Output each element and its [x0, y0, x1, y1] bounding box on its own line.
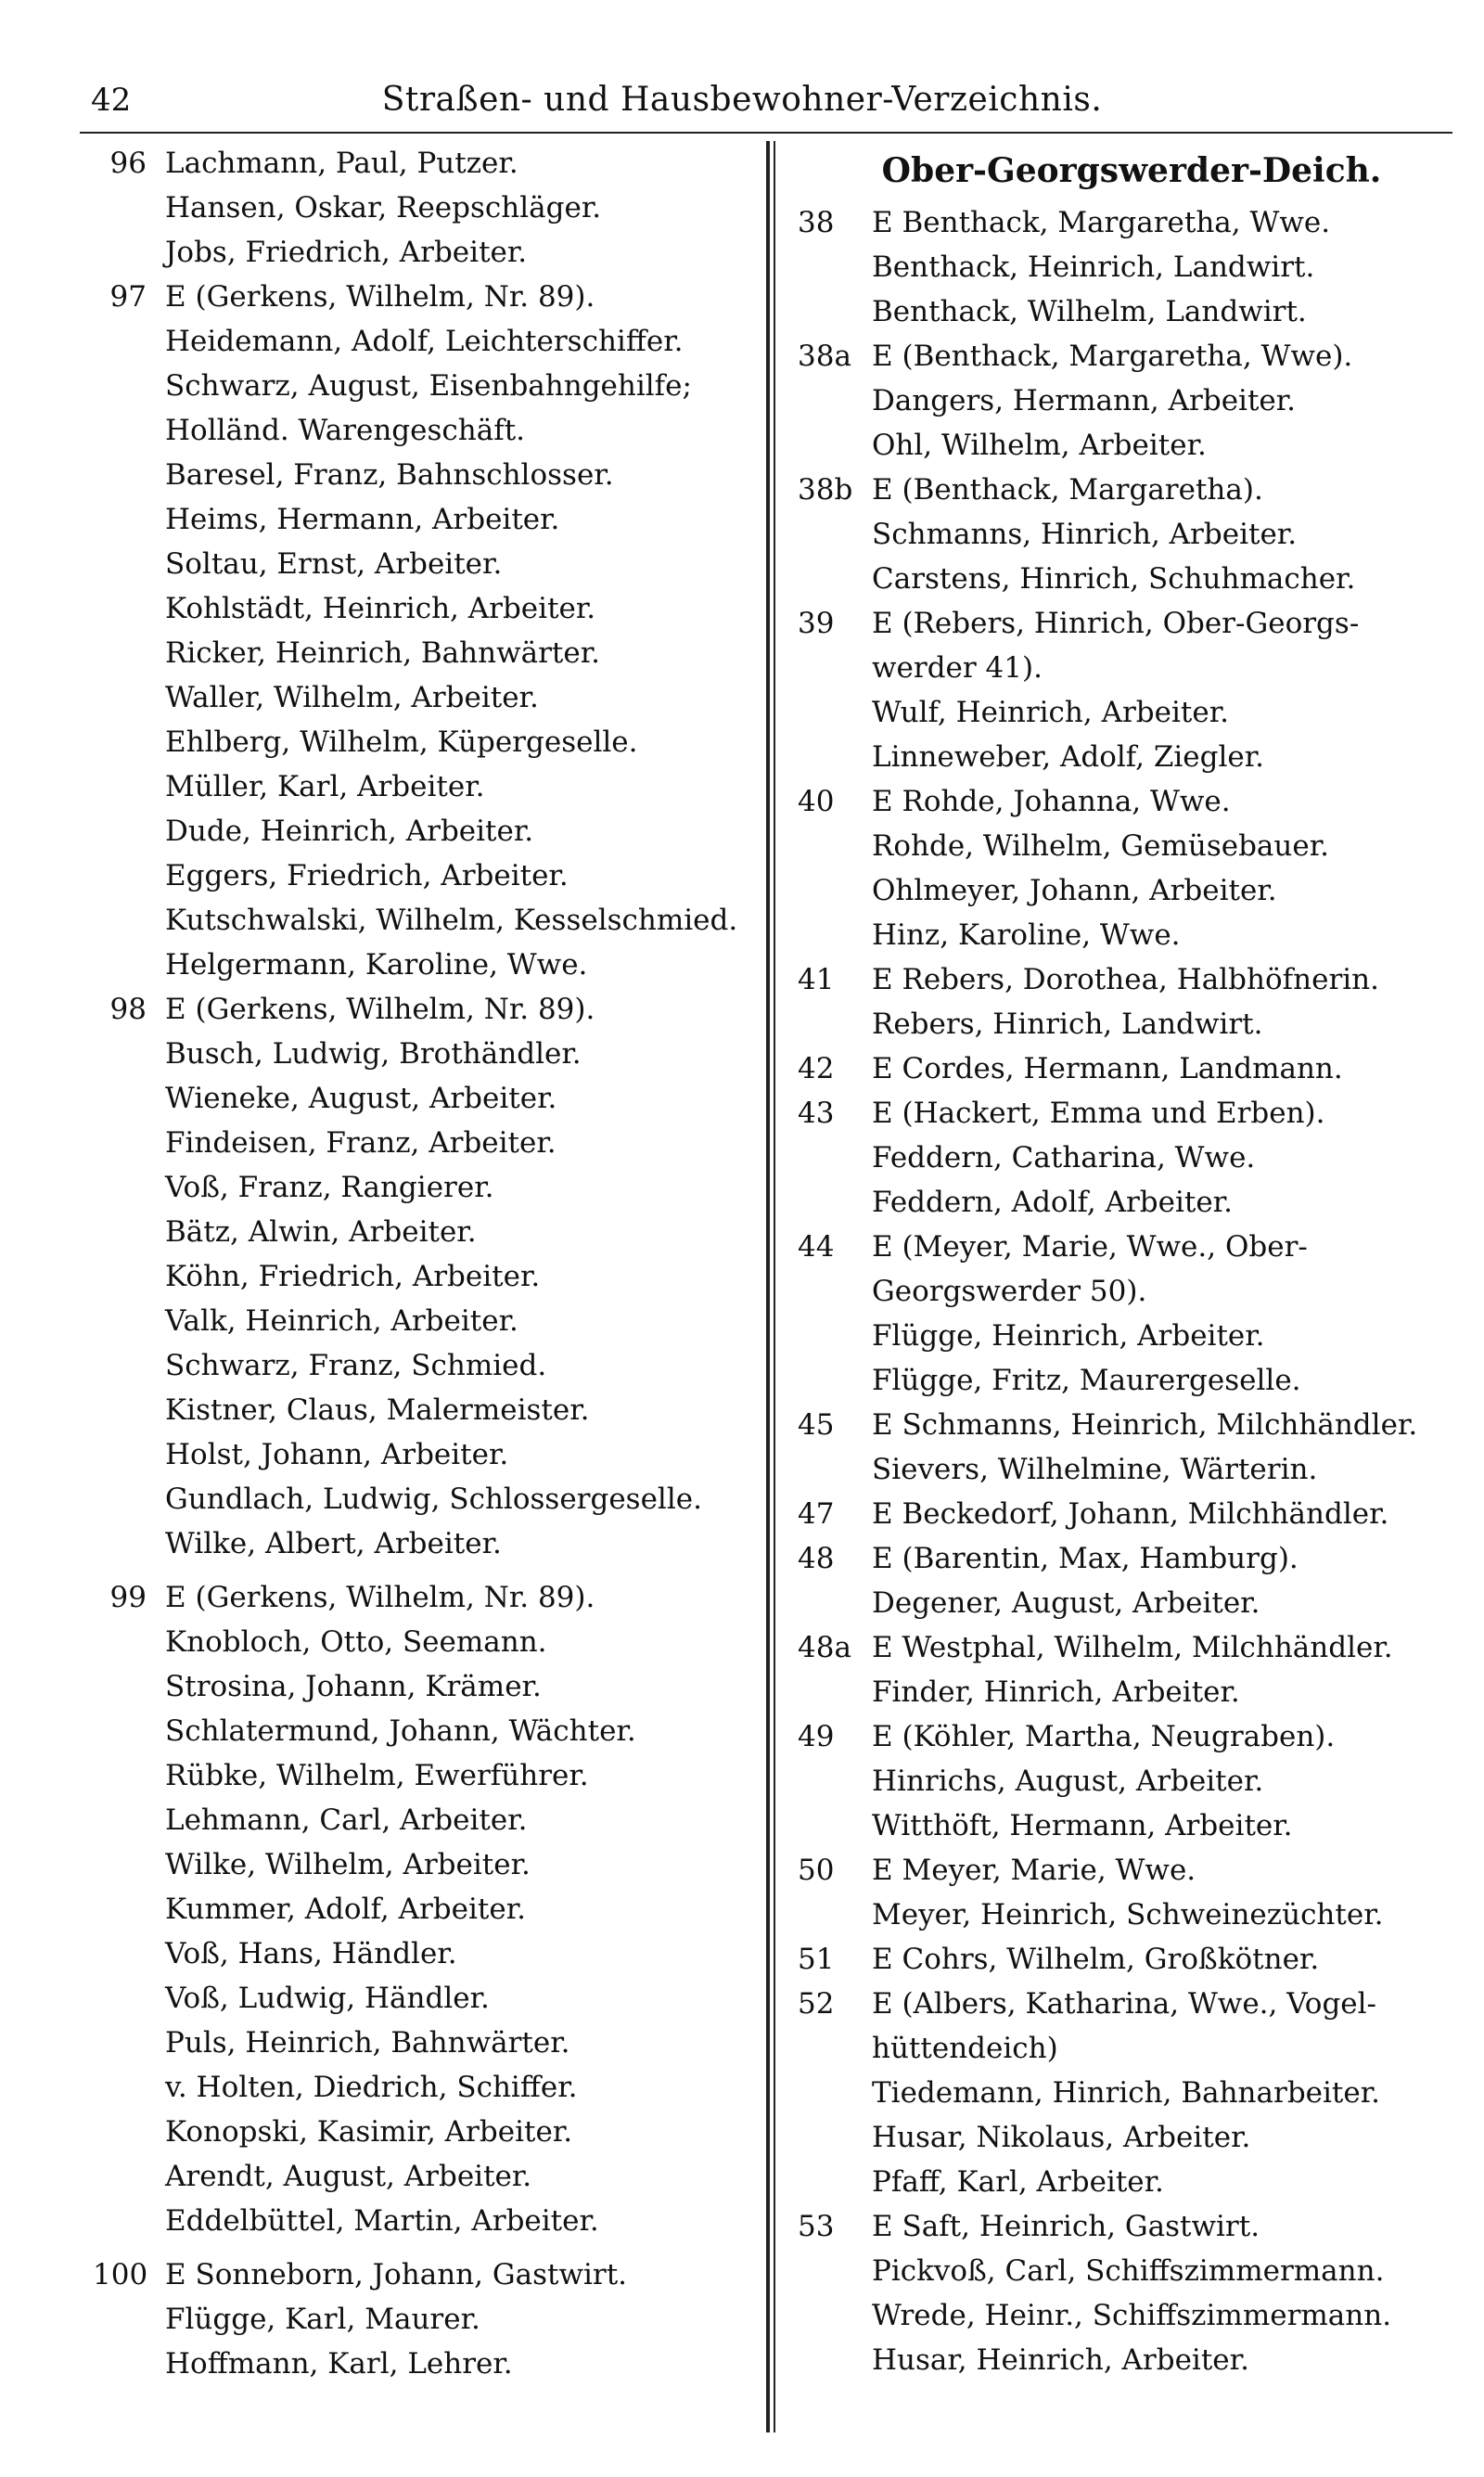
- directory-entry: [93, 675, 761, 720]
- resident-text: E (Hackert, Emma und Erben).: [872, 1097, 1325, 1130]
- resident-text: Lachmann, Paul, Putzer.: [165, 147, 518, 180]
- directory-entry: [798, 690, 1465, 735]
- directory-entry: [798, 1759, 1465, 1803]
- directory-entry: [798, 1536, 1465, 1581]
- page-header: [0, 72, 1484, 128]
- house-number: 45: [798, 1408, 835, 1442]
- house-number: 96: [109, 147, 147, 180]
- house-number: 44: [798, 1230, 835, 1264]
- directory-entry: [798, 1225, 1465, 1269]
- house-number: 98: [109, 993, 147, 1026]
- resident-text: E Cohrs, Wilhelm, Großkötner.: [872, 1943, 1320, 1976]
- resident-text: Schwarz, August, Eisenbahngehilfe;: [165, 369, 692, 403]
- resident-text: Pfaff, Karl, Arbeiter.: [872, 2165, 1164, 2199]
- resident-text: Wieneke, August, Arbeiter.: [165, 1082, 557, 1115]
- running-title: Straßen- und Hausbewohner-Verzeichnis.: [381, 81, 1103, 119]
- directory-entry: [798, 2249, 1465, 2293]
- house-number: 43: [798, 1097, 835, 1130]
- directory-entry: [93, 1575, 761, 1620]
- directory-entry: [798, 1982, 1465, 2026]
- resident-text: Heims, Hermann, Arbeiter.: [165, 503, 560, 536]
- directory-entry: [798, 1091, 1465, 1136]
- resident-text: Müller, Karl, Arbeiter.: [165, 770, 485, 803]
- resident-text: Witthöft, Hermann, Arbeiter.: [872, 1809, 1293, 1842]
- column-divider-thin: [774, 141, 775, 2432]
- house-number: 38a: [798, 340, 851, 373]
- resident-text: Heidemann, Adolf, Leichterschiffer.: [165, 325, 684, 358]
- house-number: 38b: [798, 473, 853, 507]
- directory-entry: [93, 1432, 761, 1477]
- directory-entry: [93, 1210, 761, 1254]
- resident-text: Georgswerder 50).: [872, 1275, 1147, 1308]
- resident-text: werder 41).: [872, 651, 1043, 685]
- entry-gap: [93, 2243, 761, 2252]
- directory-entry: [93, 1664, 761, 1709]
- directory-entry: [798, 913, 1465, 957]
- resident-text: Ohlmeyer, Johann, Arbeiter.: [872, 874, 1277, 907]
- resident-text: Hoffmann, Karl, Lehrer.: [165, 2347, 513, 2381]
- directory-entry: [93, 2342, 761, 2386]
- resident-text: Wrede, Heinr., Schiffszimmermann.: [872, 2299, 1392, 2332]
- directory-entry: [798, 1314, 1465, 1358]
- street-heading: Ober-Georgswerder-Deich.: [881, 151, 1382, 190]
- resident-text: Kummer, Adolf, Arbeiter.: [165, 1893, 526, 1926]
- column-divider: [766, 141, 770, 2432]
- resident-text: Schwarz, Franz, Schmied.: [165, 1349, 547, 1382]
- resident-text: E Beckedorf, Johann, Milchhändler.: [872, 1497, 1389, 1531]
- directory-entry: [93, 586, 761, 631]
- directory-entry: [93, 1620, 761, 1664]
- resident-text: Holländ. Warengeschäft.: [165, 414, 525, 447]
- resident-text: Linneweber, Adolf, Ziegler.: [872, 740, 1265, 774]
- resident-text: Konopski, Kasimir, Arbeiter.: [165, 2115, 573, 2149]
- resident-text: E (Gerkens, Wilhelm, Nr. 89).: [165, 993, 595, 1026]
- directory-entry: [798, 735, 1465, 779]
- resident-text: Dude, Heinrich, Arbeiter.: [165, 815, 534, 848]
- house-number: 47: [798, 1497, 835, 1531]
- resident-text: Dangers, Hermann, Arbeiter.: [872, 384, 1297, 417]
- resident-text: Eggers, Friedrich, Arbeiter.: [165, 859, 569, 892]
- directory-entry: [93, 2065, 761, 2110]
- house-number: 53: [798, 2210, 835, 2243]
- directory-entry: [798, 1848, 1465, 1893]
- resident-text: Feddern, Adolf, Arbeiter.: [872, 1186, 1233, 1219]
- directory-entry: [798, 1403, 1465, 1447]
- resident-text: Knobloch, Otto, Seemann.: [165, 1625, 547, 1659]
- directory-entry: [798, 1670, 1465, 1714]
- resident-text: Ehlberg, Wilhelm, Küpergeselle.: [165, 725, 638, 759]
- entry-gap: [93, 1566, 761, 1575]
- directory-entry: [798, 1269, 1465, 1314]
- resident-text: Voß, Franz, Rangierer.: [165, 1171, 494, 1204]
- resident-text: E (Gerkens, Wilhelm, Nr. 89).: [165, 280, 595, 314]
- directory-entry: [798, 1803, 1465, 1848]
- directory-entry: [798, 868, 1465, 913]
- directory-entry: [93, 2154, 761, 2199]
- resident-text: Busch, Ludwig, Brothändler.: [165, 1037, 582, 1071]
- directory-entry: [93, 1477, 761, 1521]
- directory-entry: [798, 2293, 1465, 2338]
- resident-text: Voß, Ludwig, Händler.: [165, 1982, 490, 2015]
- directory-entry: [93, 809, 761, 853]
- resident-text: Bätz, Alwin, Arbeiter.: [165, 1215, 477, 1249]
- directory-entry: [798, 824, 1465, 868]
- directory-entry: [93, 1254, 761, 1299]
- resident-text: Tiedemann, Hinrich, Bahnarbeiter.: [872, 2076, 1380, 2110]
- directory-entry: [798, 646, 1465, 690]
- resident-text: Jobs, Friedrich, Arbeiter.: [165, 236, 528, 269]
- resident-text: Ohl, Wilhelm, Arbeiter.: [872, 429, 1207, 462]
- directory-entry: [798, 423, 1465, 468]
- resident-text: Arendt, August, Arbeiter.: [165, 2160, 532, 2193]
- right-column: [798, 141, 1465, 2382]
- directory-entry: [93, 764, 761, 809]
- resident-text: Ricker, Heinrich, Bahnwärter.: [165, 636, 600, 670]
- resident-text: Flügge, Heinrich, Arbeiter.: [872, 1319, 1265, 1353]
- directory-entry: [93, 2021, 761, 2065]
- resident-text: Gundlach, Ludwig, Schlossergeselle.: [165, 1482, 702, 1516]
- directory-entry: [93, 1121, 761, 1165]
- resident-text: Strosina, Johann, Krämer.: [165, 1670, 542, 1703]
- directory-entry: [93, 1521, 761, 1566]
- directory-entry: [798, 1046, 1465, 1091]
- directory-entry: [93, 1887, 761, 1932]
- resident-text: E (Benthack, Margaretha).: [872, 473, 1263, 507]
- resident-text: E (Benthack, Margaretha, Wwe).: [872, 340, 1353, 373]
- resident-text: Wulf, Heinrich, Arbeiter.: [872, 696, 1229, 729]
- directory-entry: [798, 2026, 1465, 2071]
- resident-text: v. Holten, Diedrich, Schiffer.: [165, 2071, 578, 2104]
- directory-entry: [93, 1976, 761, 2021]
- resident-text: Valk, Heinrich, Arbeiter.: [165, 1304, 518, 1338]
- directory-entry: [798, 1180, 1465, 1225]
- directory-entry: [93, 1032, 761, 1076]
- directory-entry: [93, 542, 761, 586]
- directory-entry: [798, 1447, 1465, 1492]
- house-number: 41: [798, 963, 835, 996]
- resident-text: hüttendeich): [872, 2032, 1058, 2065]
- directory-entry: [93, 1343, 761, 1388]
- directory-entry: [798, 512, 1465, 557]
- resident-text: Wilke, Albert, Arbeiter.: [165, 1527, 502, 1560]
- directory-entry: [798, 1002, 1465, 1046]
- directory-entry: [93, 943, 761, 987]
- resident-text: E Cordes, Hermann, Landmann.: [872, 1052, 1343, 1085]
- resident-text: Kistner, Claus, Malermeister.: [165, 1393, 590, 1427]
- house-number: 39: [798, 607, 835, 640]
- directory-entry: [93, 1932, 761, 1976]
- resident-text: Puls, Heinrich, Bahnwärter.: [165, 2026, 570, 2060]
- directory-entry: [93, 987, 761, 1032]
- resident-text: Kohlstädt, Heinrich, Arbeiter.: [165, 592, 596, 625]
- directory-entry: [798, 1893, 1465, 1937]
- resident-text: Hinz, Karoline, Wwe.: [872, 918, 1181, 952]
- house-number: 52: [798, 1987, 835, 2021]
- directory-entry: [798, 1358, 1465, 1403]
- directory-entry: [93, 319, 761, 364]
- directory-entry: [798, 1625, 1465, 1670]
- resident-text: E Meyer, Marie, Wwe.: [872, 1854, 1196, 1887]
- directory-entry: [798, 1937, 1465, 1982]
- directory-entry: [798, 2160, 1465, 2204]
- directory-entry: [93, 1709, 761, 1753]
- house-number: 48: [798, 1542, 835, 1575]
- resident-text: Lehmann, Carl, Arbeiter.: [165, 1803, 528, 1837]
- resident-text: Husar, Heinrich, Arbeiter.: [872, 2343, 1249, 2377]
- header-rule: [80, 132, 1452, 134]
- resident-text: E (Rebers, Hinrich, Ober-Georgs-: [872, 607, 1360, 640]
- resident-text: Waller, Wilhelm, Arbeiter.: [165, 681, 539, 714]
- directory-entry: [798, 1136, 1465, 1180]
- resident-text: Pickvoß, Carl, Schiffszimmermann.: [872, 2254, 1385, 2288]
- resident-text: Husar, Nikolaus, Arbeiter.: [872, 2121, 1251, 2154]
- directory-entry: [93, 275, 761, 319]
- directory-entry: [93, 230, 761, 275]
- directory-entry: [93, 1753, 761, 1798]
- resident-text: Voß, Hans, Händler.: [165, 1937, 457, 1970]
- directory-entry: [93, 1388, 761, 1432]
- directory-entry: [798, 779, 1465, 824]
- directory-entry: [798, 2338, 1465, 2382]
- house-number: 51: [798, 1943, 835, 1976]
- resident-text: Feddern, Catharina, Wwe.: [872, 1141, 1256, 1174]
- directory-entry: [798, 1581, 1465, 1625]
- directory-entry: [798, 957, 1465, 1002]
- directory-entry: [93, 1299, 761, 1343]
- directory-entry: [93, 364, 761, 408]
- directory-entry: [93, 497, 761, 542]
- page-number: 42: [91, 82, 132, 119]
- resident-text: Degener, August, Arbeiter.: [872, 1586, 1260, 1620]
- resident-text: Baresel, Franz, Bahnschlosser.: [165, 458, 614, 492]
- resident-text: Holst, Johann, Arbeiter.: [165, 1438, 509, 1471]
- directory-entry: [93, 853, 761, 898]
- resident-text: Hinrichs, August, Arbeiter.: [872, 1765, 1264, 1798]
- house-number: 40: [798, 785, 835, 818]
- directory-entry: [93, 141, 761, 186]
- resident-text: Schlatermund, Johann, Wächter.: [165, 1714, 636, 1748]
- directory-entry: [798, 557, 1465, 601]
- directory-entry: [798, 289, 1465, 334]
- directory-entry: [93, 1798, 761, 1842]
- resident-text: Flügge, Karl, Maurer.: [165, 2303, 480, 2336]
- directory-entry: [798, 601, 1465, 646]
- directory-entry: [798, 2071, 1465, 2115]
- resident-text: E Sonneborn, Johann, Gastwirt.: [165, 2258, 628, 2291]
- resident-text: Carstens, Hinrich, Schuhmacher.: [872, 562, 1356, 596]
- resident-text: Findeisen, Franz, Arbeiter.: [165, 1126, 556, 1160]
- resident-text: Köhn, Friedrich, Arbeiter.: [165, 1260, 541, 1293]
- directory-entry: [93, 720, 761, 764]
- directory-entry: [93, 1165, 761, 1210]
- resident-text: E (Meyer, Marie, Wwe., Ober-: [872, 1230, 1308, 1264]
- resident-text: E Rebers, Dorothea, Halbhöfnerin.: [872, 963, 1379, 996]
- resident-text: E Benthack, Margaretha, Wwe.: [872, 206, 1331, 239]
- resident-text: E Westphal, Wilhelm, Milchhändler.: [872, 1631, 1393, 1664]
- directory-entry: [798, 334, 1465, 379]
- left-column: [93, 141, 761, 2386]
- directory-entry: [798, 2115, 1465, 2160]
- resident-text: E (Köhler, Martha, Neugraben).: [872, 1720, 1336, 1753]
- directory-entry: [798, 245, 1465, 289]
- resident-text: Sievers, Wilhelmine, Wärterin.: [872, 1453, 1318, 1486]
- house-number: 99: [109, 1581, 147, 1614]
- directory-entry: [93, 453, 761, 497]
- directory-entry: [798, 1492, 1465, 1536]
- house-number: 42: [798, 1052, 835, 1085]
- house-number: 50: [798, 1854, 835, 1887]
- directory-entry: [93, 631, 761, 675]
- directory-entry: [93, 898, 761, 943]
- resident-text: Benthack, Heinrich, Landwirt.: [872, 250, 1315, 284]
- house-number: 48a: [798, 1631, 851, 1664]
- resident-text: Soltau, Ernst, Arbeiter.: [165, 547, 503, 581]
- resident-text: E (Gerkens, Wilhelm, Nr. 89).: [165, 1581, 595, 1614]
- resident-text: Rohde, Wilhelm, Gemüsebauer.: [872, 829, 1329, 863]
- resident-text: E (Albers, Katharina, Wwe., Vogel-: [872, 1987, 1377, 2021]
- resident-text: Kutschwalski, Wilhelm, Kesselschmied.: [165, 904, 738, 937]
- directory-entry: [93, 2297, 761, 2342]
- directory-entry: [798, 1714, 1465, 1759]
- directory-entry: [93, 408, 761, 453]
- directory-entry: [93, 2252, 761, 2297]
- resident-text: Meyer, Heinrich, Schweinezüchter.: [872, 1898, 1384, 1932]
- directory-entry: [93, 2110, 761, 2154]
- directory-entry: [93, 2199, 761, 2243]
- resident-text: E Saft, Heinrich, Gastwirt.: [872, 2210, 1260, 2243]
- resident-text: Wilke, Wilhelm, Arbeiter.: [165, 1848, 531, 1881]
- resident-text: E (Barentin, Max, Hamburg).: [872, 1542, 1298, 1575]
- resident-text: Rübke, Wilhelm, Ewerführer.: [165, 1759, 589, 1792]
- directory-entry: [93, 186, 761, 230]
- directory-entry: [93, 1842, 761, 1887]
- directory-entry: [798, 468, 1465, 512]
- resident-text: Helgermann, Karoline, Wwe.: [165, 948, 588, 982]
- directory-entry: [798, 2204, 1465, 2249]
- directory-entry: [93, 1076, 761, 1121]
- resident-text: Rebers, Hinrich, Landwirt.: [872, 1007, 1263, 1041]
- resident-text: E Schmanns, Heinrich, Milchhändler.: [872, 1408, 1418, 1442]
- resident-text: Finder, Hinrich, Arbeiter.: [872, 1675, 1240, 1709]
- resident-text: Benthack, Wilhelm, Landwirt.: [872, 295, 1307, 328]
- house-number: 97: [109, 280, 147, 314]
- resident-text: Hansen, Oskar, Reepschläger.: [165, 191, 602, 225]
- directory-entry: [798, 379, 1465, 423]
- resident-text: E Rohde, Johanna, Wwe.: [872, 785, 1231, 818]
- directory-entry: [798, 200, 1465, 245]
- resident-text: Schmanns, Hinrich, Arbeiter.: [872, 518, 1298, 551]
- house-number: 38: [798, 206, 835, 239]
- house-number: 49: [798, 1720, 835, 1753]
- resident-text: Eddelbüttel, Martin, Arbeiter.: [165, 2204, 599, 2238]
- resident-text: Flügge, Fritz, Maurergeselle.: [872, 1364, 1301, 1397]
- house-number: 100: [93, 2258, 148, 2291]
